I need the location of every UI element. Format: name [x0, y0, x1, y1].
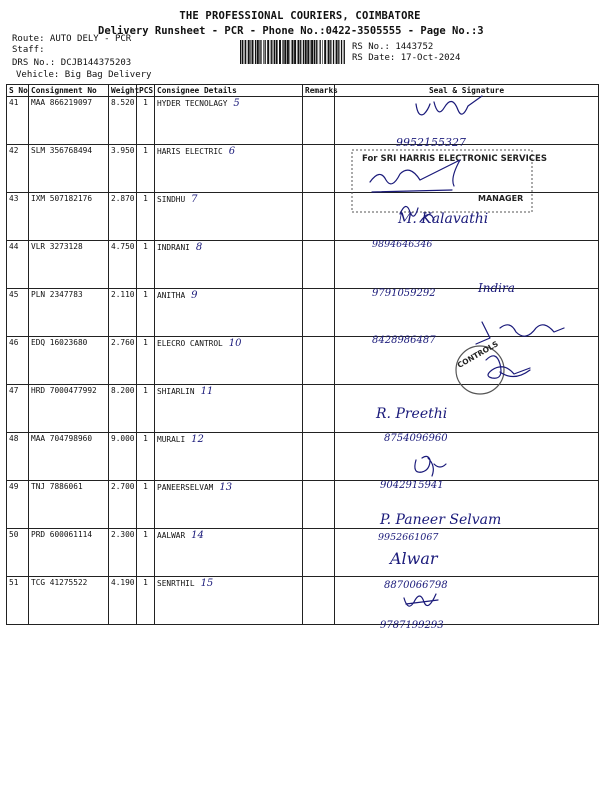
cell-weight: 2.760 [109, 337, 137, 385]
cell-consignment: MAA 704798960 [29, 433, 109, 481]
name-alwar: Alwar [390, 549, 438, 568]
phone-45: 9791059292 [372, 288, 436, 299]
name-indira: Indira [478, 281, 515, 295]
cell-pcs: 1 [137, 193, 155, 241]
phone-50: 8870066798 [384, 580, 448, 591]
cell-consignment: SLM 356768494 [29, 145, 109, 193]
stamp-manager: MANAGER [478, 194, 524, 203]
consignee-name: ANITHA [157, 291, 186, 300]
col-remarks: Remarks [303, 85, 335, 97]
cell-weight: 3.950 [109, 145, 137, 193]
vehicle: Vehicle: Big Bag Delivery [16, 70, 152, 80]
cell-sno: 43 [7, 193, 29, 241]
cell-pcs: 1 [137, 577, 155, 625]
cell-sno: 50 [7, 529, 29, 577]
cell-consignment: MAA 866219097 [29, 97, 109, 145]
cell-pcs: 1 [137, 481, 155, 529]
consignee-name: SINDHU [157, 195, 186, 204]
phone-41: 9952155327 [396, 136, 466, 149]
handwritten-number: 9 [191, 290, 198, 301]
round-stamp-text: CONTROLS [455, 339, 500, 370]
cell-pcs: 1 [137, 337, 155, 385]
cell-pcs: 1 [137, 289, 155, 337]
handwritten-number: 11 [200, 386, 214, 397]
phone-46: 8428986487 [372, 335, 436, 346]
phone-48: 9042915941 [380, 480, 444, 491]
route: Route: AUTO DELY - PCR [12, 34, 132, 44]
rs-date: RS Date: 17-Oct-2024 [352, 53, 461, 63]
consignee-name: MURALI [157, 435, 186, 444]
cell-consignment: IXM 507182176 [29, 193, 109, 241]
drs-label: DRS No.: [12, 58, 56, 68]
cell-consignment: EDQ 16023680 [29, 337, 109, 385]
cell-pcs: 1 [137, 385, 155, 433]
consignee-name: HYDER TECNOLAGY [157, 99, 228, 108]
handwritten-number: 5 [233, 98, 240, 109]
col-pcs: PCS [137, 85, 155, 97]
handwritten-number: 13 [219, 482, 233, 493]
cell-pcs: 1 [137, 433, 155, 481]
cell-sno: 48 [7, 433, 29, 481]
cell-pcs: 1 [137, 145, 155, 193]
handwritten-number: 8 [195, 242, 203, 253]
drs-value: DCJB144375203 [60, 58, 132, 68]
consignee-name: PANEERSELVAM [157, 483, 214, 492]
consignee-name: SHIARLIN [157, 387, 195, 396]
consignee-name: HARIS ELECTRIC [157, 147, 223, 156]
consignee-name: ELECRO CANTROL [157, 339, 223, 348]
phone-47: 8754096960 [384, 433, 448, 444]
consignee-name: INDRANI [157, 243, 190, 252]
staff: Staff: [12, 45, 45, 55]
cell-weight: 8.520 [109, 97, 137, 145]
cell-weight: 8.200 [109, 385, 137, 433]
phone-51: 9787199293 [380, 620, 444, 631]
cell-weight: 2.300 [109, 529, 137, 577]
handwritten-number: 6 [228, 146, 236, 157]
cell-sno: 46 [7, 337, 29, 385]
cell-sno: 47 [7, 385, 29, 433]
cell-sno: 44 [7, 241, 29, 289]
cell-weight: 9.000 [109, 433, 137, 481]
handwritten-number: 12 [191, 434, 204, 445]
col-consignment: Consignment No [29, 85, 109, 97]
col-sno: S No [7, 85, 29, 97]
consignee-name: AALWAR [157, 531, 186, 540]
cell-consignment: TNJ 7886061 [29, 481, 109, 529]
rs-number: RS No.: 1443752 [352, 42, 434, 52]
cell-sno: 51 [7, 577, 29, 625]
cell-pcs: 1 [137, 241, 155, 289]
handwritten-number: 7 [191, 194, 198, 205]
cell-weight: 2.700 [109, 481, 137, 529]
cell-weight: 4.190 [109, 577, 137, 625]
cell-weight: 2.870 [109, 193, 137, 241]
cell-weight: 2.110 [109, 289, 137, 337]
handwritten-number: 10 [228, 338, 242, 349]
cell-consignment: PLN 2347783 [29, 289, 109, 337]
cell-consignment: PRD 600061114 [29, 529, 109, 577]
phone-43: 9894646346 [372, 239, 433, 250]
col-signature: Seal & Signature [335, 85, 599, 97]
phone-49: 9952661067 [378, 532, 439, 543]
cell-sno: 41 [7, 97, 29, 145]
cell-sno: 45 [7, 289, 29, 337]
col-weight: Weight [109, 85, 137, 97]
name-paneer: P. Paneer Selvam [380, 512, 502, 528]
company-name: THE PROFESSIONAL COURIERS, COIMBATORE [179, 10, 421, 22]
col-consignee: Consignee Details [155, 85, 303, 97]
cell-pcs: 1 [137, 97, 155, 145]
handwritten-number: 15 [200, 578, 214, 589]
stamp-company: For SRI HARRIS ELECTRONIC SERVICES [362, 154, 547, 164]
handwritten-number: 14 [191, 530, 204, 541]
signature-41 [416, 96, 482, 115]
cell-sno: 42 [7, 145, 29, 193]
cell-consignment: VLR 3273128 [29, 241, 109, 289]
cell-consignment: HRD 7000477992 [29, 385, 109, 433]
name-sindhu: M. Kalavathi [398, 211, 489, 227]
runsheet-title: Delivery Runsheet - PCR - Phone No.:0422-3505555 - Page No.:3 [98, 25, 484, 37]
name-preethi: R. Preethi [376, 406, 448, 422]
consignee-name: SENRTHIL [157, 579, 195, 588]
cell-sno: 49 [7, 481, 29, 529]
cell-pcs: 1 [137, 529, 155, 577]
cell-consignment: TCG 41275522 [29, 577, 109, 625]
cell-weight: 4.750 [109, 241, 137, 289]
